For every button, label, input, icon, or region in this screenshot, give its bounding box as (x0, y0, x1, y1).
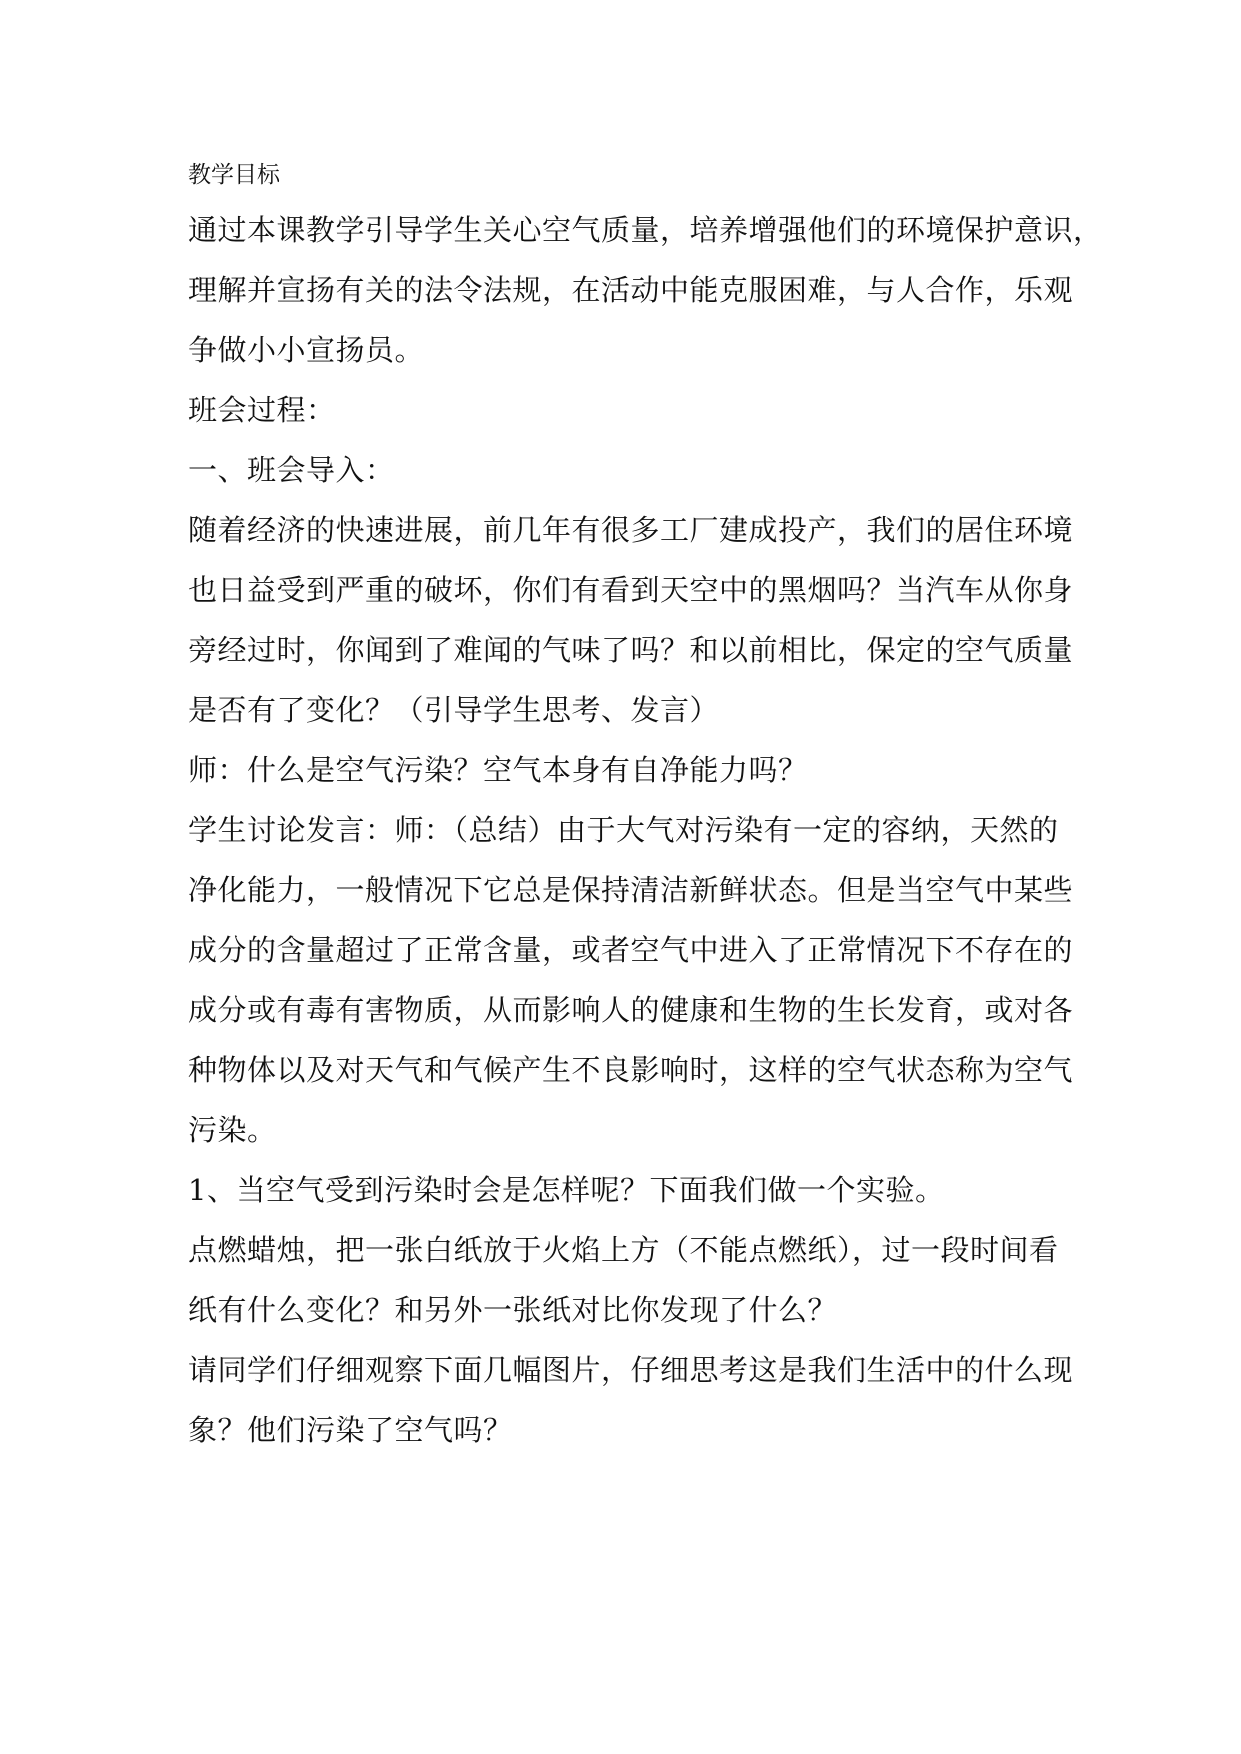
text-line: 净化能力，一般情况下它总是保持清洁新鲜状态。但是当空气中某些 (188, 873, 1074, 907)
text-line: 争做小小宣扬员。 (188, 333, 425, 367)
text-line: 旁经过时，你闻到了难闻的气味了吗？和以前相比，保定的空气质量 (188, 633, 1074, 667)
text-line: 学生讨论发言：师：（总结）由于大气对污染有一定的容纳，天然的 (188, 813, 1059, 847)
text-line: 1、当空气受到污染时会是怎样呢？下面我们做一个实验。 (188, 1173, 945, 1207)
text-line: 污染。 (188, 1113, 277, 1147)
text-line: 成分的含量超过了正常含量，或者空气中进入了正常情况下不存在的 (188, 933, 1074, 967)
text-line: 纸有什么变化？和另外一张纸对比你发现了什么？ (188, 1293, 838, 1327)
text-line: 种物体以及对天气和气候产生不良影响时，这样的空气状态称为空气 (188, 1053, 1074, 1087)
section-heading: 教学目标 (188, 162, 280, 188)
text-line: 理解并宣扬有关的法令法规，在活动中能克服困难，与人合作，乐观 (188, 273, 1074, 307)
text-line: 一、班会导入： (188, 453, 395, 487)
text-line: 师：什么是空气污染？空气本身有自净能力吗？ (188, 753, 808, 787)
text-line: 点燃蜡烛，把一张白纸放于火焰上方（不能点燃纸），过一段时间看 (188, 1233, 1059, 1267)
text-line: 通过本课教学引导学生关心空气质量，培养增强他们的环境保护意识， (188, 213, 1103, 247)
text-line: 象？他们污染了空气吗？ (188, 1413, 513, 1447)
text-line: 请同学们仔细观察下面几幅图片，仔细思考这是我们生活中的什么现 (188, 1353, 1074, 1387)
text-line: 随着经济的快速进展，前几年有很多工厂建成投产，我们的居住环境 (188, 513, 1074, 547)
text-line: 班会过程： (188, 393, 336, 427)
document-body (188, 160, 1103, 1460)
text-line: 也日益受到严重的破坏，你们有看到天空中的黑烟吗？当汽车从你身 (188, 573, 1074, 607)
text-line: 是否有了变化？（引导学生思考、发言） (188, 693, 720, 727)
text-line: 成分或有毒有害物质，从而影响人的健康和生物的生长发育，或对各 (188, 993, 1074, 1027)
